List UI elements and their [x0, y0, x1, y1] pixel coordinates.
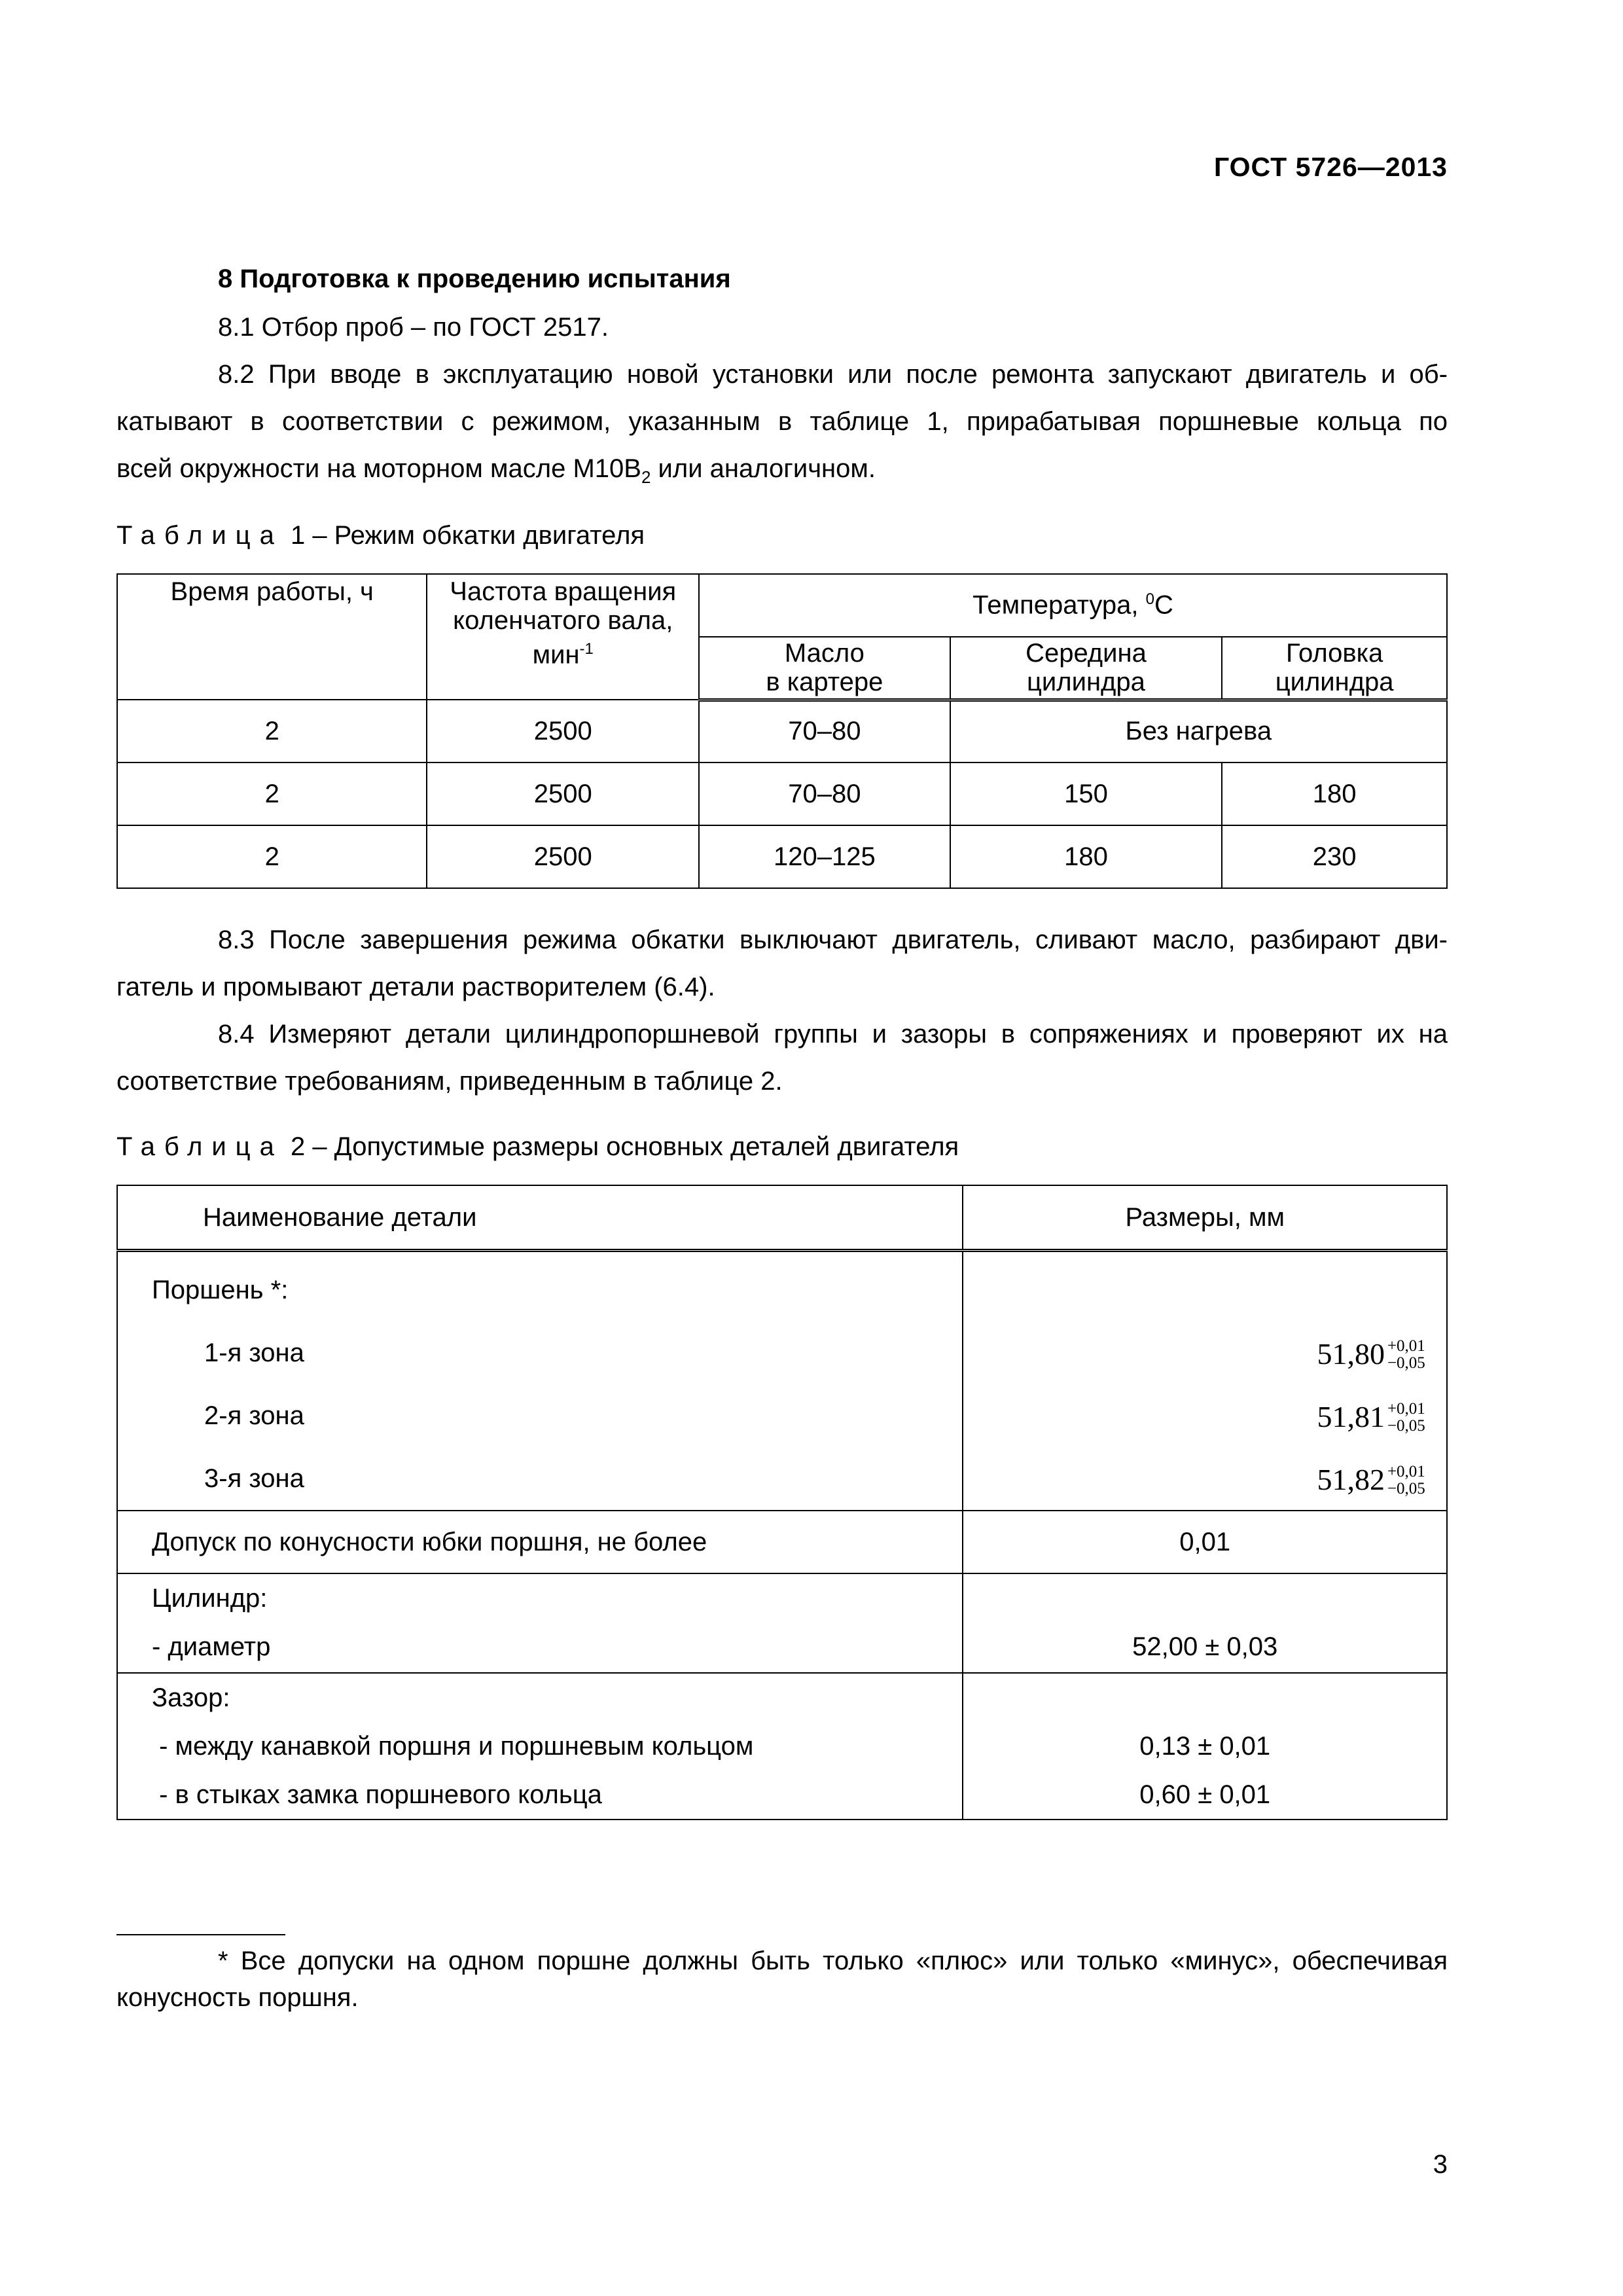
table-row: Поршень *: 1-я зона 2-я зона 3-я зона 51,80 +0,01 −0,05 51,81 +0,01 −0,05 51,82 +0,01 −0,05 [117, 1251, 1447, 1511]
paragraph-8-1: 8.1 Отбор проб – по ГОСТ 2517. [218, 313, 609, 342]
footnote: * Все допуски на одном поршне должны быть только «плюс» или только «минус», обеспечивая конусность поршня. [116, 1946, 1448, 2012]
gap1-value: 0,13 ± 0,01 [1139, 1732, 1271, 1761]
zone3-size: 51,82 +0,01 −0,05 [1317, 1462, 1425, 1498]
paragraph-8-3: 8.3 После завершения режима обкатки выключают двигатель, сливают масло, разбирают дви- гатель и промывают детали растворителем (6.4). [116, 925, 1448, 1001]
table2-caption: Таблица 2 – Допустимые размеры основных деталей двигателя [116, 1132, 959, 1161]
cylinder-diameter-value: 52,00 ± 0,03 [1132, 1632, 1278, 1661]
header-part-name: Наименование детали [117, 1185, 963, 1251]
piston-label: Поршень *: [152, 1276, 289, 1304]
zone1-size: 51,80 +0,01 −0,05 [1317, 1336, 1425, 1372]
table-row: 2 2500 120–125 180 230 [117, 825, 1447, 888]
paragraph-8-2: 8.2 При вводе в эксплуатацию новой установки или после ремонта запускают двигатель и об- катывают в соответствии с режимом, указанным в таблице 1, прирабатывая поршневые кольца по всей окружности на моторном масле $М10В_2$ или аналогичном. [116, 360, 1448, 487]
table-row: Допуск по конусности юбки поршня, не более 0,01 [117, 1511, 1447, 1573]
footnote-divider [116, 1934, 285, 1935]
paragraph-8-4: 8.4 Измеряют детали цилиндропоршневой группы и зазоры в сопряжениях и проверяют их на соответствие требованиям, приведенным в таблице 2. [116, 1020, 1448, 1096]
header-oil: Масло в картере [699, 637, 950, 700]
gap2-value: 0,60 ± 0,01 [1139, 1780, 1271, 1809]
zone2-size: 51,81 +0,01 −0,05 [1317, 1399, 1425, 1435]
section-title: 8 Подготовка к проведению испытания [218, 264, 731, 293]
header-cylinder-head: Головка цилиндра [1222, 637, 1447, 700]
table-part-dimensions [116, 1185, 1448, 1820]
table1-caption: Таблица 1 – Режим обкатки двигателя [116, 521, 645, 550]
header-cylinder-middle: Середина цилиндра [950, 637, 1222, 700]
page-number: 3 [1433, 2150, 1448, 2179]
table-engine-runin-mode [116, 573, 1448, 889]
document-code: ГОСТ 5726—2013 [1213, 152, 1448, 182]
header-work-time: Время работы, ч [117, 574, 427, 700]
table-row: 2 2500 70–80 150 180 [117, 762, 1447, 825]
header-size: Размеры, мм [963, 1185, 1447, 1251]
table-row: Цилиндр: - диаметр 52,00 ± 0,03 [117, 1573, 1447, 1673]
header-temperature: Температура, $^0$С [699, 574, 1447, 637]
table-row: 2 2500 70–80 Без нагрева [117, 700, 1447, 762]
table-row: Зазор: - между канавкой поршня и поршневым кольцом - в стыках замка поршневого кольца 0,13 ± 0,01 0,60 ± 0,01 [117, 1673, 1447, 1820]
no-heating-cell: Без нагрева [950, 700, 1447, 762]
header-crank-speed: Частота вращения коленчатого вала, мин$^{-1}$ [427, 574, 699, 700]
